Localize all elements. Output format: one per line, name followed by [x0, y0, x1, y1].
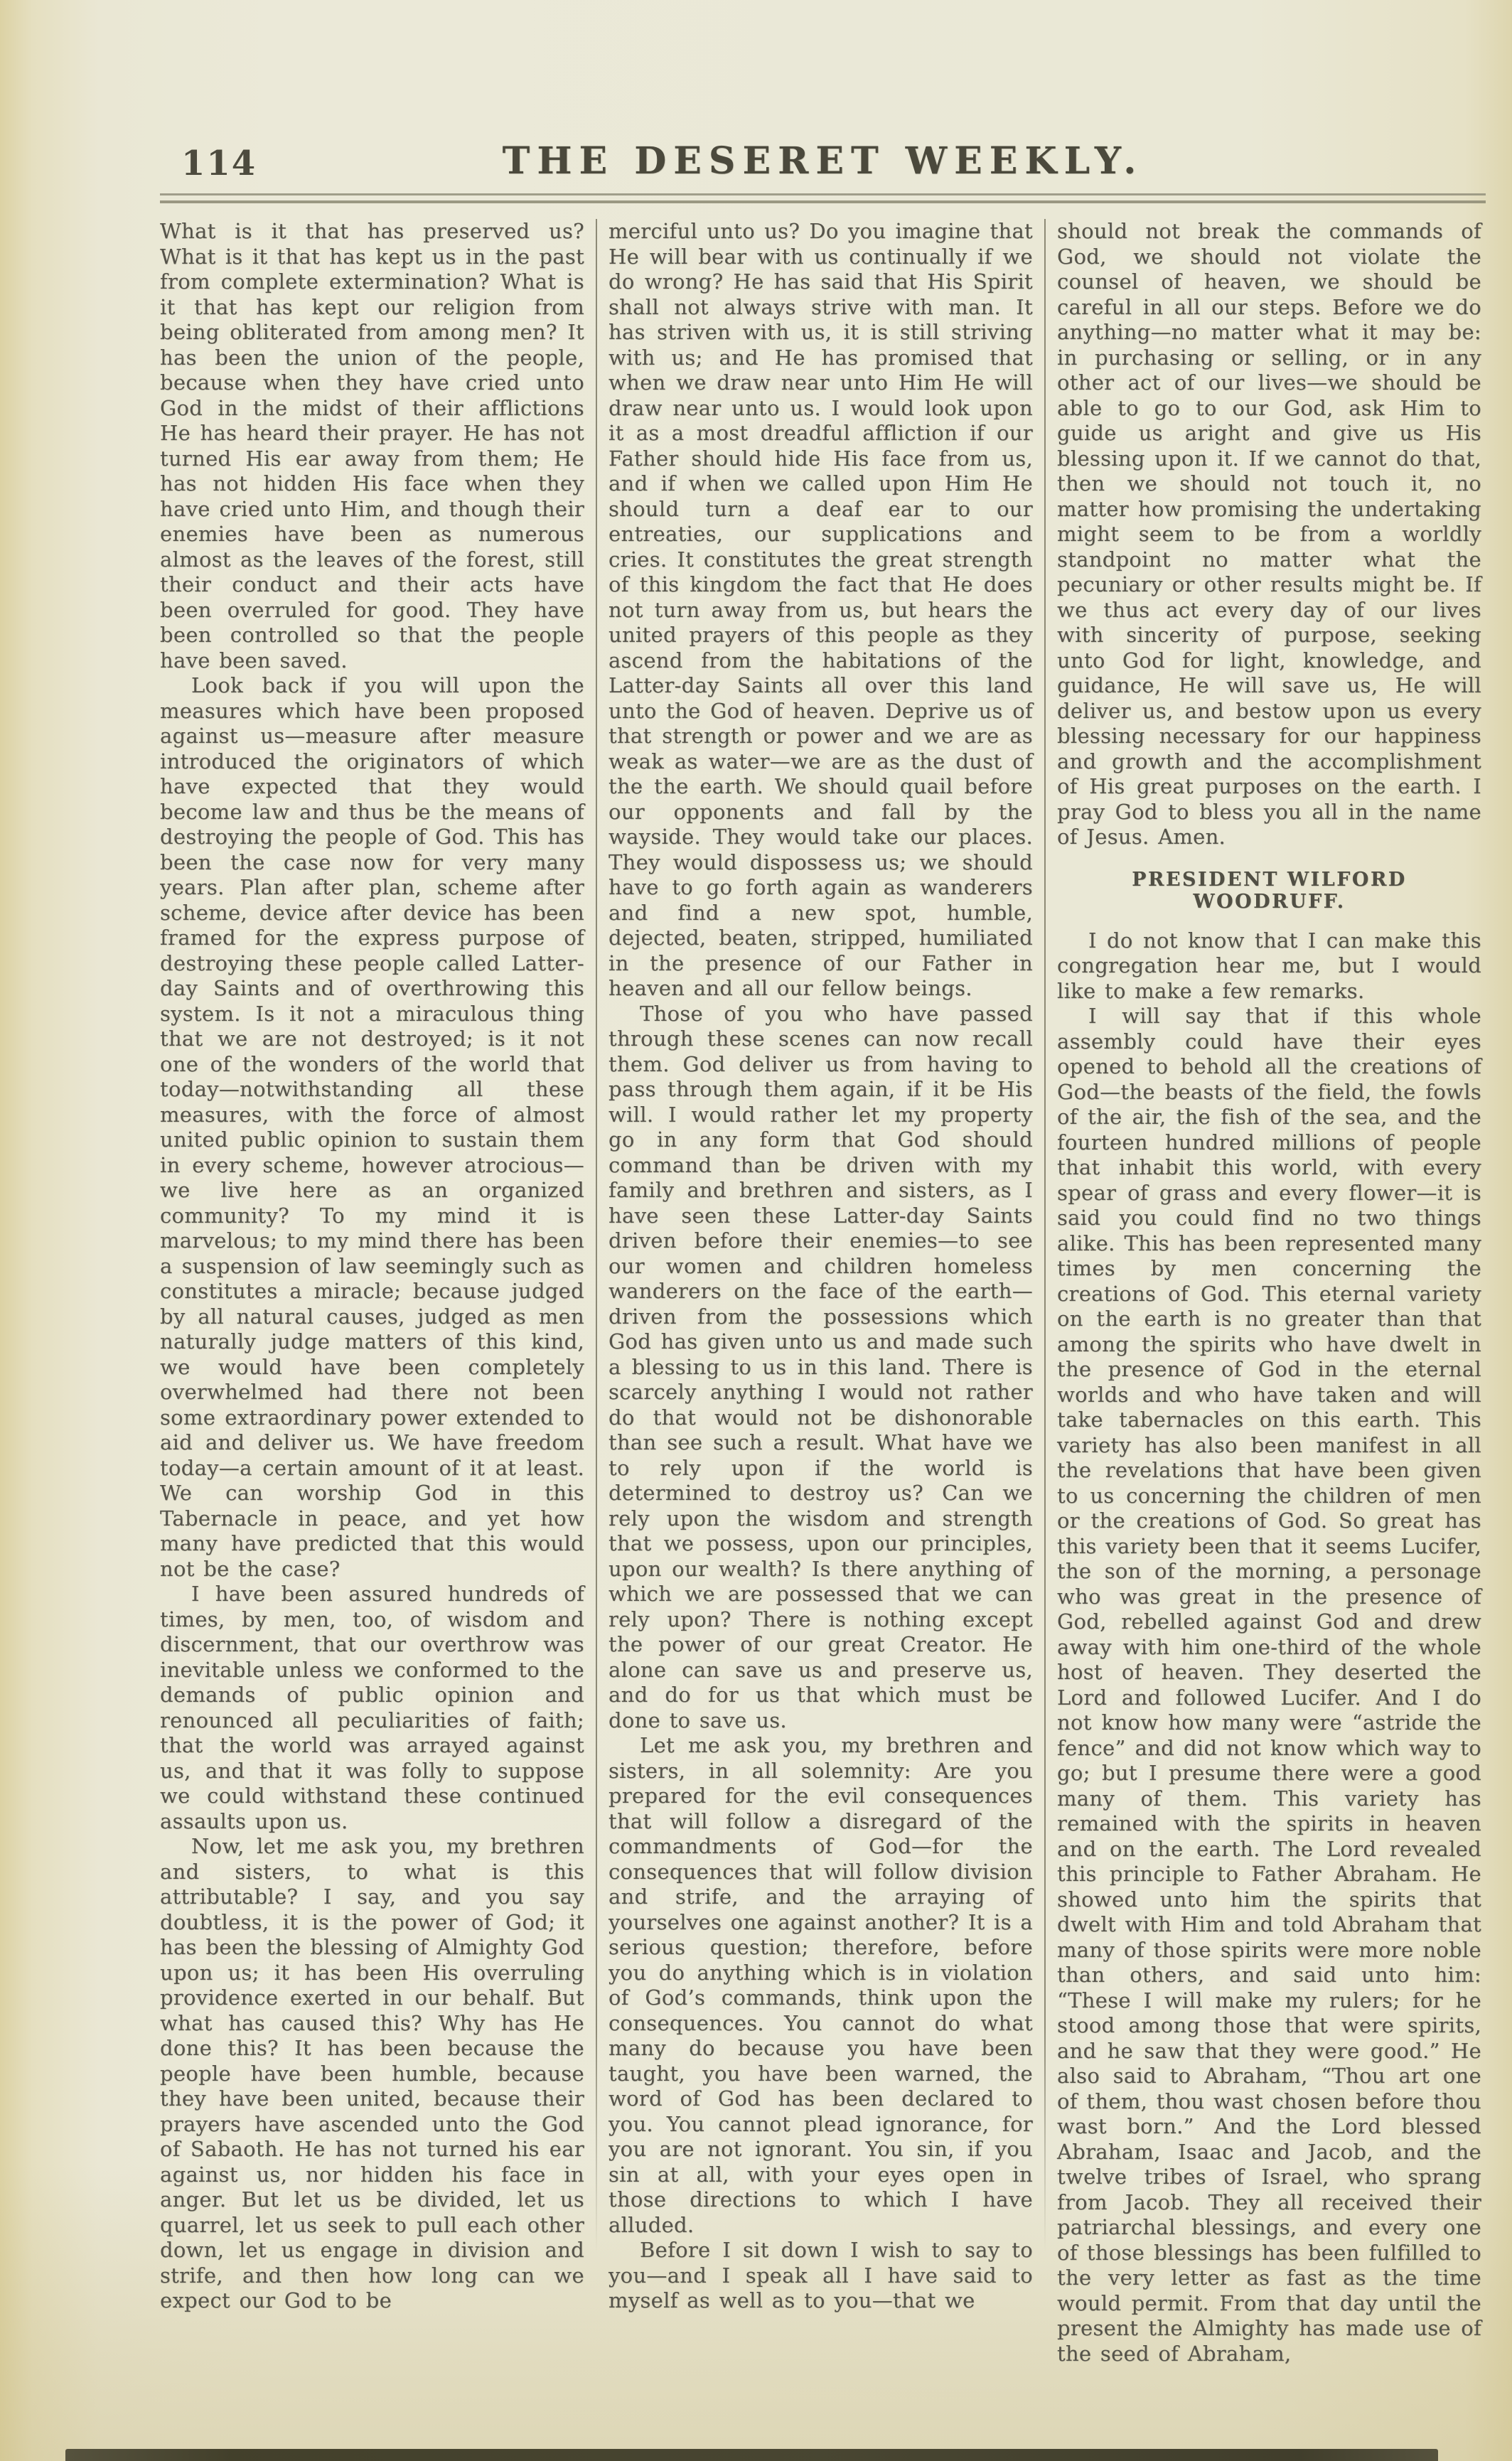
paragraph: I do not know that I can make this congregation hear me, but I would like to make a few remarks. [1057, 928, 1481, 1003]
text-columns [160, 219, 1486, 2366]
paragraph: I have been assured hundreds of times, by men, too, of wisdom and discernment, that our overthrow was inevitable unless we conformed to the demands of public opinion and renounced all peculiarities of faith; that the world was arrayed against us, and that it was folly to suppose we could withstand these continued assaults upon us. [160, 1582, 584, 1833]
paragraph: merciful unto us? Do you imagine that He will bear with us continually if we do wrong? He has said that His Spirit shall not always strive with man. It has striven with us, it is still striving with us; and He has promised that when we draw near unto Him He will draw near unto us. I would look upon it as a most dreadful affliction if our Father should hide His face from us, and if when we called upon Him He should turn a deaf ear to our entreaties, our supplications and cries. It constitutes the great strength of this kingdom the fact that He does not turn away from us, but hears the united prayers of this people as they ascend from the habitations of the Latter-day Saints all over this land unto the God of heaven. Deprive us of that strength or power and we are as weak as water—we are as the dust of the the earth. We should quail before our opponents and fall by the wayside. They would take our places. They would dispossess us; we should have to go forth again as wanderers and find a new spot, humble, dejected, beaten, stripped, humiliated in the presence of our Father in heaven and all our fellow beings. [608, 219, 1033, 1000]
column-rule-left [596, 219, 597, 2273]
column-rule-right [1044, 219, 1046, 2273]
paragraph: Look back if you will upon the measures which have been proposed against us—measure after measure introduced the originators of which have expected that they would become law and thus be the means of destroying the people of God. This has been the case now for very many years. Plan after plan, scheme after scheme, device after device has been framed for the express purpose of destroying these people called Latter-day Saints and of overthrowing this system. Is it not a miraculous thing that we are not destroyed; is it not one of the wonders of the world that today—notwithstanding all these measures, with the force of almost united public opinion to sustain them in every scheme, however atrocious—we live here as an organized community? To my mind it is marvelous; to my mind there has been a suspension of law seemingly such as constitutes a miracle; because judged by all natural causes, judged as men naturally judge matters of this kind, we would have been completely overwhelmed had there not been some extraordinary power extended to aid and deliver us. We have freedom today—a certain amount of it at least. We can worship God in this Tabernacle in peace, and yet how many have predicted that this would not be the case? [160, 673, 584, 1581]
paragraph: should not break the commands of God, we should not violate the counsel of heaven, we should be careful in all our steps. Before we do anything—no matter what it may be: in purchasing or selling, or in any other act of our lives—we should be able to go to our God, ask Him to guide us aright and give us His blessing upon it. If we cannot do that, then we should not touch it, no matter how promising the undertaking might seem to be from a worldly standpoint no matter what the pecuniary or other results might be. If we thus act every day of our lives with sincerity of purpose, seeking unto God for light, knowledge, and guidance, He will save us, He will deliver us, and bestow upon us every blessing necessary for our happiness and growth and the accomplishment of His great purposes on the earth. I pray God to bless you all in the name of Jesus. Amen. [1057, 219, 1481, 849]
column-left [160, 219, 584, 2366]
masthead-title: THE DESERET WEEKLY. [502, 139, 1144, 183]
scan-edge-artifact [65, 2449, 1438, 2461]
paragraph: Now, let me ask you, my brethren and sisters, to what is this attributable? I say, and you say doubtless, it is the power of God; it has been the blessing of Almighty God upon us; it has been His overruling providence exerted in our behalf. But what has caused this? Why has He done this? It has been because the people have been humble, because they have been united, because their prayers have ascended unto the God of Sabaoth. He has not turned his ear against us, nor hidden his face in anger. But let us be divided, let us quarrel, let us seek to pull each other down, let us engage in division and strife, and then how long can we expect our God to be [160, 1834, 584, 2312]
masthead-double-rule [160, 193, 1486, 203]
column-center [608, 219, 1033, 2366]
column-right [1057, 219, 1481, 2366]
paragraph: Those of you who have passed through these scenes can now recall them. God deliver us from having to pass through them again, if it be His will. I would rather let my property go in any form that God should command than be driven with my family and brethren and sisters, as I have seen these Latter-day Saints driven before their enemies—to see our women and children homeless wanderers on the face of the earth—driven from the possessions which God has given unto us and made such a blessing to us in this land. There is scarcely anything I would not rather do that would not be dishonorable than see such a result. What have we to rely upon if the world is determined to destroy us? Can we rely upon the wisdom and strength that we possess, upon our principles, upon our wealth? Is there anything of which we are possessed that we can rely upon? There is nothing except the power of our great Creator. He alone can save us and preserve us, and do for us that which must be done to save us. [608, 1001, 1033, 1732]
paragraph: What is it that has preserved us? What is it that has kept us in the past from complete extermination? What is it that has kept our religion from being obliterated from among men? It has been the union of the people, because when they have cried unto God in the midst of their afflictions He has heard their prayer. He has not turned His ear away from them; He has not hidden His face when they have cried unto Him, and though their enemies have been as numerous almost as the leaves of the forest, still their conduct and their acts have been overruled for good. They have been controlled so that the people have been saved. [160, 219, 584, 672]
paragraph: Let me ask you, my brethren and sisters, in all solemnity: Are you prepared for the evil consequences that will follow a disregard of the commandments of God—for the consequences that will follow division and strife, and the arraying of yourselves one against another? It is a serious question; therefore, before you do anything which is in violation of God’s commands, think upon the consequences. You cannot do what many do because you have been taught, you have been warned, the word of God has been declared to you. You cannot plead ignorance, for you are not ignorant. You sin, if you sin at all, with your eyes open in those directions to which I have alluded. [608, 1733, 1033, 2237]
masthead [160, 139, 1486, 189]
section-heading: PRESIDENT WILFORD WOODRUFF. [1132, 868, 1407, 913]
paragraph: Before I sit down I wish to say to you—and I speak all I have said to myself as well as to you—that we [608, 2238, 1033, 2312]
paragraph: I will say that if this whole assembly could have their eyes opened to behold all the creations of God—the beasts of the field, the fowls of the air, the fish of the sea, and the fourteen hundred millions of people that inhabit this world, with every spear of grass and every flower—it is said you could find no two things alike. This has been represented many times by men concerning the creations of God. This eternal variety on the earth is no greater than that among the spirits who have dwelt in the presence of God in the eternal worlds and who have taken and will take tabernacles on this earth. This variety has also been manifest in all the revelations that have been given to us concerning the children of men or the creations of God. So great has this variety been that it seems Lucifer, the son of the morning, a personage who was great in the presence of God, rebelled against God and drew away with him one-third of the whole host of heaven. They deserted the Lord and followed Lucifer. And I do not know how many were “astride the fence” and did not know which way to go; but I presume there were a good many of them. This variety has remained with the spirits in heaven and on the earth. The Lord revealed this principle to Father Abraham. He showed unto him the spirits that dwelt with Him and told Abraham that many of those spirits were more noble than others, and said unto him: “These I will make my rulers; for he stood among those that were spirits, and he saw that they were good.” He also said to Abraham, “Thou art one of them, thou wast chosen before thou wast born.” And the Lord blessed Abraham, Isaac and Jacob, and the twelve tribes of Israel, who sprang from Jacob. They all received their patriarchal blessings, and every one of those blessings has been fulfilled to the very letter as fast as the time would permit. From that day until the present the Almighty has made use of the seed of Abraham, [1057, 1004, 1481, 2366]
page-number: 114 [181, 144, 257, 183]
